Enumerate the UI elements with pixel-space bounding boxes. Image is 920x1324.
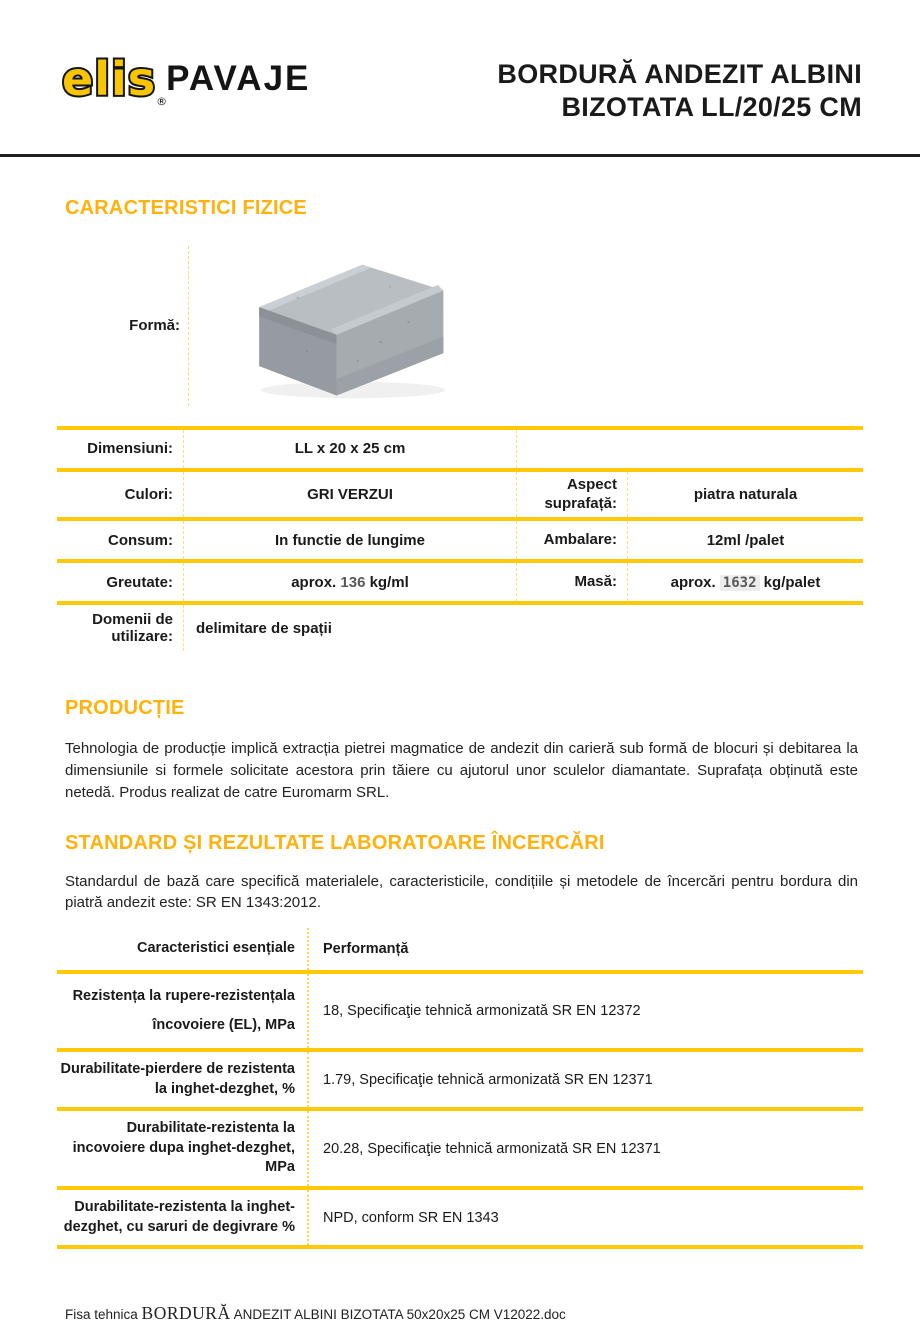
product-image-cell bbox=[188, 246, 456, 406]
row-label-2: Ambalare: bbox=[517, 521, 628, 559]
characteristic-label: Durabilitate-rezistenta la incovoiere dupa inghet-dezghet, MPa bbox=[57, 1111, 309, 1186]
performance-value: 18, Specificaţie tehnică armonizată SR EN 12372 bbox=[323, 1003, 641, 1020]
column-header-caracteristici: Caracteristici esențiale bbox=[57, 928, 309, 970]
row-label: Domenii de utilizare: bbox=[57, 605, 184, 651]
title-line-1: BORDURĂ ANDEZIT ALBINI bbox=[497, 59, 862, 89]
forma-label: Formă: bbox=[129, 317, 180, 335]
row-value: aprox. 136 kg/ml bbox=[184, 563, 517, 601]
weight-number: 136 bbox=[340, 573, 366, 591]
table-row-greutate bbox=[57, 563, 863, 605]
table-row-pierdere-rezistenta bbox=[57, 1052, 863, 1111]
forma-row bbox=[62, 246, 920, 406]
table-row-dimensiuni bbox=[57, 430, 863, 472]
row-label: Culori: bbox=[57, 472, 184, 518]
row-label: Consum: bbox=[57, 521, 184, 559]
table-row-rezistenta-incovoiere bbox=[57, 1111, 863, 1190]
performance-value: 20.28, Specificaţie tehnică armonizată SR EN 12371 bbox=[323, 1140, 661, 1157]
registered-trademark-icon: ® bbox=[156, 95, 169, 108]
row-label-2: Masă: bbox=[517, 563, 628, 601]
title-line-2: BIZOTATA LL/20/25 CM bbox=[561, 91, 862, 122]
footer-doc-name-serif: BORDURĂ bbox=[141, 1303, 231, 1324]
row-value-2: piatra naturala bbox=[693, 486, 798, 504]
column-header-performanta: Performanță bbox=[323, 941, 409, 958]
document-title bbox=[497, 44, 862, 124]
table-header-row bbox=[57, 928, 863, 974]
andezit-block-image bbox=[241, 250, 456, 402]
performance-value: 1.79, Specificaţie tehnică armonizată SR EN 12371 bbox=[323, 1071, 653, 1088]
characteristic-label: Durabilitate-pierdere de rezistenta la inghet-dezghet, % bbox=[57, 1052, 309, 1107]
table-row-domenii bbox=[57, 605, 863, 651]
table-row-consum bbox=[57, 521, 863, 563]
elis-pavaje-logo bbox=[62, 44, 310, 106]
footer-filename: Fisa tehnica BORDURĂ ANDEZIT ALBINI BIZOTATA 50x20x25 CM V12022.doc bbox=[65, 1303, 566, 1324]
characteristic-label: Durabilitate-rezistenta la inghet-dezghet, cu saruri de degivrare % bbox=[57, 1190, 309, 1245]
standard-paragraph: Standardul de bază care specifică materialele, caracteristicile, condițiile și metodele de încercări pentru bordura din piatră andezit este: SR EN 1343:2012. bbox=[65, 872, 858, 912]
standards-results-table bbox=[57, 928, 863, 1249]
productie-paragraph: Tehnologia de producție implică extracția pietrei magmatice de andezit din carieră sub formă de blocuri și debitarea la dimensiunile si formele solicitate acestora prin tăiere cu ajutorul unor sculelor diamantate. Suprafața obținută este netedă. Produs realizat de catre Euromarm SRL. bbox=[65, 740, 858, 801]
performance-value: NPD, conform SR EN 1343 bbox=[323, 1209, 499, 1226]
row-value: LL x 20 x 25 cm bbox=[184, 430, 517, 468]
row-value: In functie de lungime bbox=[184, 521, 517, 559]
section-heading-standard: STANDARD ȘI REZULTATE LABORATOARE ÎNCERCĂRI bbox=[65, 831, 605, 854]
table-row-saruri-degivrare bbox=[57, 1190, 863, 1249]
row-value: delimitare de spații bbox=[196, 619, 332, 637]
physical-characteristics-table bbox=[57, 426, 863, 652]
row-value-2: aprox. 1632 kg/palet bbox=[670, 573, 821, 591]
row-label: Greutate: bbox=[57, 563, 184, 601]
row-value: GRI VERZUI bbox=[184, 472, 517, 518]
logo-wordmark: PAVAJE bbox=[166, 59, 311, 98]
pallet-weight-number: 1632 bbox=[720, 575, 760, 591]
row-value-2: 12ml /palet bbox=[706, 531, 785, 549]
row-label: Dimensiuni: bbox=[57, 430, 184, 468]
section-heading-caracteristici-fizice: CARACTERISTICI FIZICE bbox=[65, 196, 307, 219]
characteristic-label: Rezistența la rupere-rezistențala încovoiere (EL), MPa bbox=[57, 974, 309, 1048]
header bbox=[0, 0, 920, 124]
table-row-culori bbox=[57, 472, 863, 522]
row-label-2: Aspect suprafață: bbox=[517, 472, 628, 518]
section-heading-productie: PRODUCȚIE bbox=[65, 697, 185, 720]
header-divider bbox=[0, 154, 920, 157]
table-row-rezistenta-rupere bbox=[57, 974, 863, 1052]
elis-logo-mark: elis ® bbox=[62, 52, 169, 108]
